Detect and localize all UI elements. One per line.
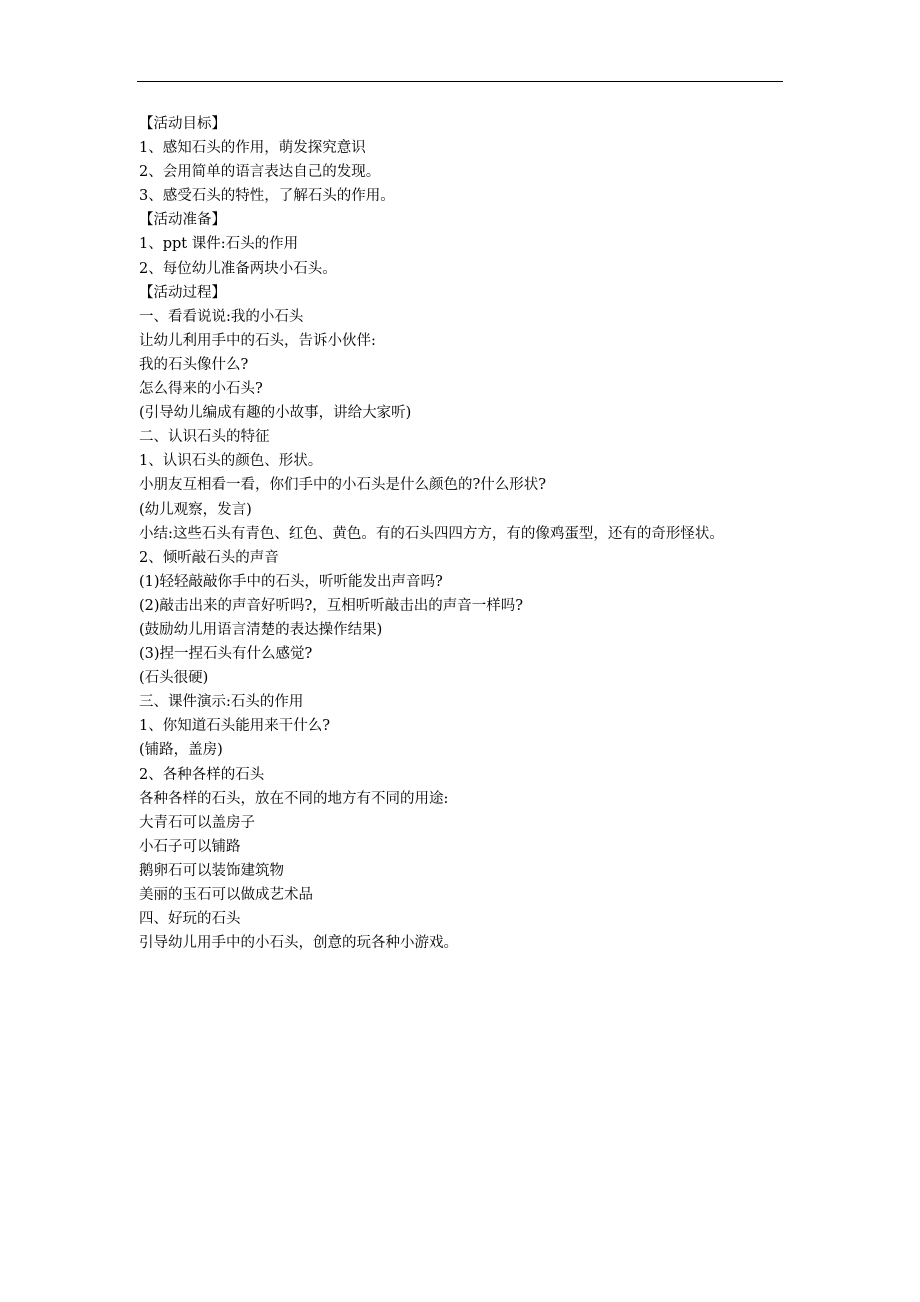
text-line: (引导幼儿编成有趣的小故事，讲给大家听): [139, 405, 412, 422]
text-line: 【活动目标】: [139, 116, 226, 132]
text-line: 让幼儿利用手中的石头，告诉小伙伴:: [139, 332, 376, 349]
text-line: 各种各样的石头，放在不同的地方有不同的用途:: [139, 790, 449, 807]
text-line: 【活动准备】: [139, 212, 226, 229]
text-line: 2、会用简单的语言表达自己的发现。: [139, 164, 381, 181]
text-line: 大青石可以盖房子: [139, 814, 255, 831]
text-line: 2、每位幼儿准备两块小石头。: [139, 260, 337, 277]
text-line: (幼儿观察，发言): [139, 501, 252, 518]
text-line: 四、好玩的石头: [139, 911, 241, 928]
text-line: (鼓励幼儿用语言清楚的表达操作结果): [139, 621, 383, 638]
text-line: 【活动过程】: [139, 284, 226, 301]
document-body: [139, 112, 799, 955]
text-line: (铺路，盖房): [139, 742, 223, 759]
text-line: 美丽的玉石可以做成艺术品: [139, 887, 313, 903]
text-line: 小结:这些石头有青色、红色、黄色。有的石头四四方方，有的像鸡蛋型，还有的奇形怪状。: [139, 525, 724, 542]
text-line: (2)敲击出来的声音好听吗?，互相听听敲击出的声音一样吗?: [139, 597, 524, 614]
text-line: 小石子可以铺路: [139, 838, 241, 855]
text-line: 引导幼儿用手中的小石头，创意的玩各种小游戏。: [139, 935, 458, 952]
text-line: 鹅卵石可以装饰建筑物: [139, 862, 284, 879]
text-line: 小朋友互相看一看，你们手中的小石头是什么颜色的?什么形状?: [139, 477, 547, 494]
text-line: 1、认识石头的颜色、形状。: [139, 453, 323, 470]
header-rule: [137, 81, 783, 82]
text-line: 2、倾听敲石头的声音: [139, 549, 279, 566]
text-line: (3)捏一捏石头有什么感觉?: [139, 646, 313, 663]
text-line: (1)轻轻敲敲你手中的石头，听听能发出声音吗?: [139, 573, 443, 590]
text-line: 1、感知石头的作用，萌发探究意识: [139, 140, 366, 157]
text-line: 1、你知道石头能用来干什么?: [139, 718, 330, 735]
text-line: 1、ppt 课件:石头的作用: [139, 236, 299, 253]
text-line: 怎么得来的小石头?: [139, 381, 263, 398]
text-line: 三、课件演示:石头的作用: [139, 694, 304, 711]
text-line: 我的石头像什么?: [139, 356, 249, 373]
text-line: (石头很硬): [139, 670, 209, 687]
text-line: 二、认识石头的特征: [139, 429, 270, 446]
text-line: 3、感受石头的特性，了解石头的作用。: [139, 188, 395, 205]
text-line: 2、各种各样的石头: [139, 766, 265, 783]
text-line: 一、看看说说:我的小石头: [139, 308, 304, 325]
